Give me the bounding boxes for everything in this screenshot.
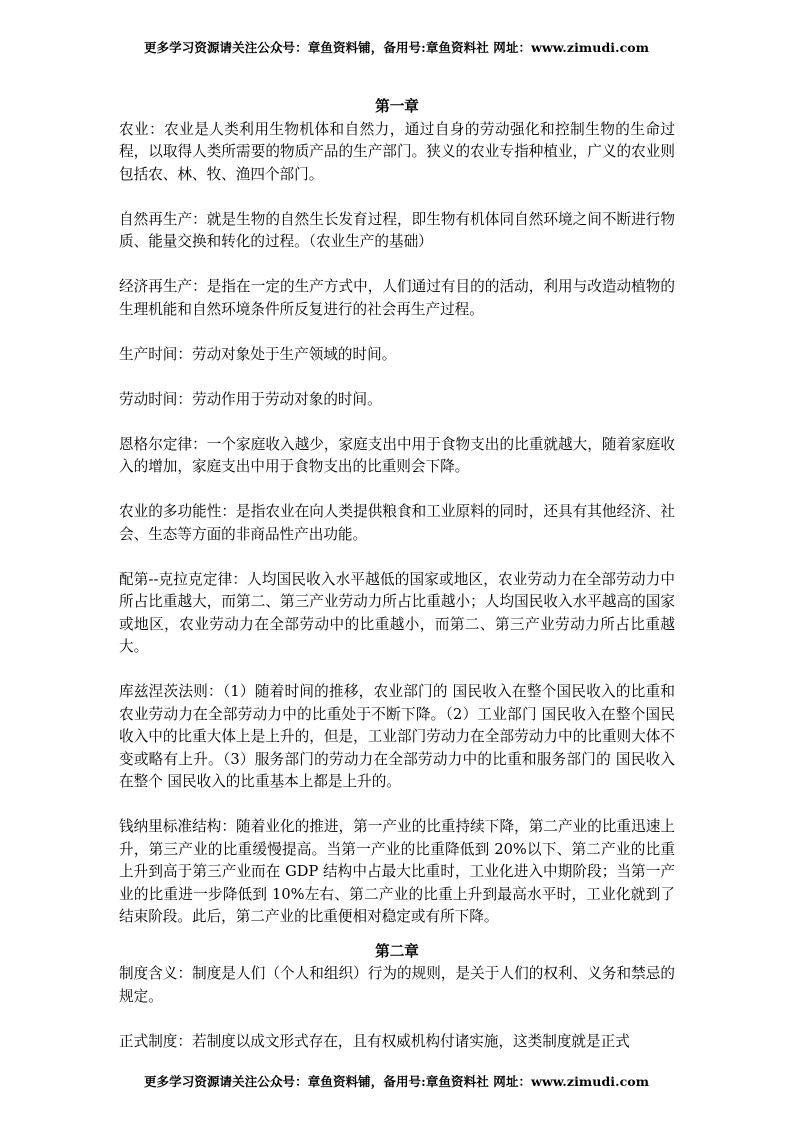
definition-production-time: 生产时间：劳动对象处于生产领域的时间。 (119, 345, 397, 363)
definition-institution: 制度含义：制度是人们（个人和组织）行为的规则，是关于人们的权利、义务和禁忌的规定。 (119, 965, 675, 1005)
definition-kuznets-rule: 库兹涅茨法则：（1）随着时间的推移，农业部门的 国民收入在整个国民收入的比重和 农业劳动力在全部劳动力中的比重处于不断下降。（2）工业部门 国民收入在整个国民收入中的比重大体上是上升的，但是，工业部门劳动力在全部劳动力中的比重则大体不变或略有上升。（3）服务部门的劳动力在全部劳动力中的比重和服务部门的 国民收入在整个 国民收入的比重基本上都是上升的。 (119, 683, 675, 790)
definition-chenery-structure: 钱纳里标准结构：随着业化的推进，第一产业的比重持续下降，第二产业的比重迅速上升，第三产业的比重缓慢提高。当第一产业的比重降低到 20%以下、第二产业的比重上升到高于第三产业而在 GDP 结构中占最大比重时，工业化进入中期阶段；当第一产业的比重进一步降低到 10%左右、第二产业的比重上升到最高水平时，工业化就到了结束阶段。此后，第二产业的比重便相对稳定或有所下降。 (119, 818, 675, 925)
definition-multifunctionality: 农业的多功能性：是指农业在向人类提供粮食和工业原料的同时，还具有其他经济、社会、生态等方面的非商品性产出功能。 (119, 503, 675, 543)
page-header: 更多学习资源请关注公众号：章鱼资料铺，备用号:章鱼资料社 网址：www.zimudi.com (143, 40, 650, 55)
definition-natural-reproduction: 自然再生产：就是生物的自然生长发育过程，即生物有机体同自然环境之间不断进行物质、能量交换和转化的过程。（农业生产的基础） (119, 210, 675, 250)
definition-petty-clark-law: 配第--克拉克定律：人均国民收入水平越低的国家或地区，农业劳动力在全部劳动力中所占比重越大，而第二、第三产业劳动力所占比重越小；人均国民收入水平越高的国家或地区，农业劳动力在全部劳动中的比重越小，而第二、第三产业劳动力所占比重越大。 (119, 570, 675, 655)
definition-economic-reproduction: 经济再生产：是指在一定的生产方式中，人们通过有目的的活动，利用与改造动植物的生理机能和自然环境条件所反复进行的社会再生产过程。 (119, 278, 675, 318)
definition-agriculture: 农业：农业是人类利用生物机体和自然力，通过自身的劳动强化和控制生物的生命过程，以取得人类所需要的物质产品的生产部门。狭义的农业专指种植业，广义的农业则包括农、林、牧、渔四个部门。 (119, 120, 675, 183)
chapter-1-title: 第一章 (375, 98, 419, 115)
definition-formal-institution: 正式制度：若制度以成文形式存在，且有权威机构付诸实施，这类制度就是正式 (119, 1032, 630, 1050)
page-footer: 更多学习资源请关注公众号：章鱼资料铺，备用号:章鱼资料社 网址：www.zimudi.com (143, 1074, 650, 1089)
definition-engels-law: 恩格尔定律：一个家庭收入越少，家庭支出中用于食物支出的比重就越大，随着家庭收入的增加，家庭支出中用于食物支出的比重则会下降。 (119, 435, 675, 475)
definition-labor-time: 劳动时间：劳动作用于劳动对象的时间。 (119, 390, 382, 408)
chapter-2-title: 第二章 (375, 942, 419, 960)
document-body (119, 96, 675, 1053)
